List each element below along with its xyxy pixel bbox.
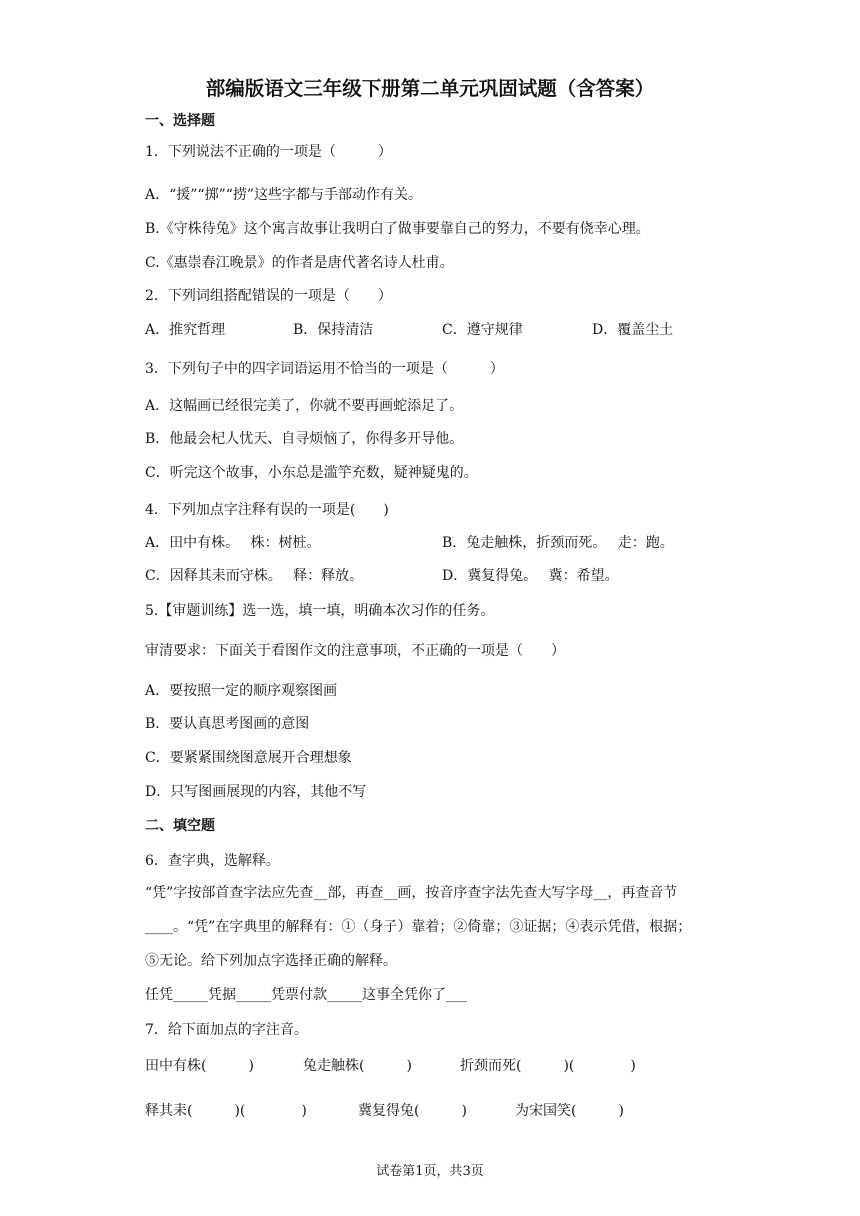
question-4-row-2 [145, 566, 745, 586]
question-5-option-a: A．要按照一定的顺序观察图画 [145, 683, 338, 699]
question-2-options [145, 320, 705, 340]
question-5-option-c: C．要紧紧围绕图意展开合理想象 [145, 750, 352, 766]
question-5-option-b: B．要认真思考图画的意图 [145, 716, 310, 732]
question-7-row-2 [145, 1101, 745, 1121]
question-5-stem: 5.【审题训练】选一选，填一填，明确本次习作的任务。 [145, 603, 495, 619]
question-7-item-5: 冀复得兔( ) [358, 1103, 467, 1119]
section-heading-choice: 一、选择题 [145, 113, 215, 129]
question-7-item-4: 释其耒( )( ) [145, 1103, 307, 1119]
question-4-row-1 [145, 533, 745, 553]
question-7-item-2: 兔走触株( ) [303, 1058, 412, 1074]
question-7-item-3: 折颈而死( )( ) [460, 1058, 636, 1074]
question-1-option-b: B.《守株待兔》这个寓言故事让我明白了做事要靠自己的努力，不要有侥幸心理。 [145, 221, 650, 237]
page-footer: 试卷第1页，共3页 [376, 1164, 484, 1179]
question-2-stem: 2．下列词组搭配错误的一项是（ ） [145, 288, 392, 304]
question-3-option-a: A．这幅画已经很完美了，你就不要再画蛇添足了。 [145, 398, 464, 414]
question-5-option-d: D．只写图画展现的内容，其他不写 [145, 784, 367, 800]
question-3-stem: 3．下列句子中的四字词语运用不恰当的一项是（ ） [145, 361, 504, 377]
question-2-option-b: B．保持清洁 [293, 322, 374, 338]
question-5-sub-stem: 审清要求：下面关于看图作文的注意事项，不正确的一项是（ ） [145, 643, 565, 659]
question-4-option-b: B．兔走触株，折颈而死。 走：跑。 [442, 535, 674, 551]
question-2-option-c: C．遵守规律 [442, 322, 523, 338]
question-6-line-1: “凭”字按部首查字法应先查__部，再查__画，按音序查字法先查大写字母__，再查音节 [145, 885, 678, 901]
question-4-stem: 4．下列加点字注释有误的一项是( ) [145, 502, 389, 518]
question-6-line-2: ____。“凭”在字典里的解释有：①（身子）靠着；②倚靠；③证据；④表示凭借，根据； [145, 919, 692, 935]
question-6-line-3: ⑤无论。给下列加点字选择正确的解释。 [145, 953, 397, 969]
question-4-option-a: A．田中有株。 株：树桩。 [145, 535, 321, 551]
question-7-stem: 7．给下面加点的字注音。 [145, 1022, 308, 1038]
question-3-option-c: C．听完这个故事，小东总是滥竽充数，疑神疑鬼的。 [145, 465, 478, 481]
question-2-option-a: A．推究哲理 [145, 322, 226, 338]
section-heading-fill: 二、填空题 [145, 818, 215, 834]
question-7-item-6: 为宋国笑( ) [515, 1103, 624, 1119]
page-title: 部编版语文三年级下册第二单元巩固试题（含答案） [205, 77, 655, 100]
question-4-option-c: C．因释其耒而守株。 释：释放。 [145, 568, 364, 584]
question-6-stem: 6．查字典，选解释。 [145, 853, 280, 869]
question-1-stem: 1．下列说法不正确的一项是（ ） [145, 144, 392, 160]
question-7-item-1: 田中有株( ) [145, 1058, 254, 1074]
question-1-option-c: C.《惠崇春江晚景》的作者是唐代著名诗人杜甫。 [145, 255, 454, 271]
question-3-option-b: B．他最会杞人忧天、自寻烦恼了，你得多开导他。 [145, 431, 464, 447]
question-7-row-1 [145, 1056, 745, 1076]
question-6-blanks: 任凭_____凭据_____凭票付款_____这事全凭你了___ [145, 987, 467, 1003]
question-2-option-d: D．覆盖尘土 [592, 322, 674, 338]
question-4-option-d: D．冀复得兔。 冀：希望。 [442, 568, 619, 584]
question-1-option-a: A．“援”“掷”“捞”这些字都与手部动作有关。 [145, 187, 423, 203]
